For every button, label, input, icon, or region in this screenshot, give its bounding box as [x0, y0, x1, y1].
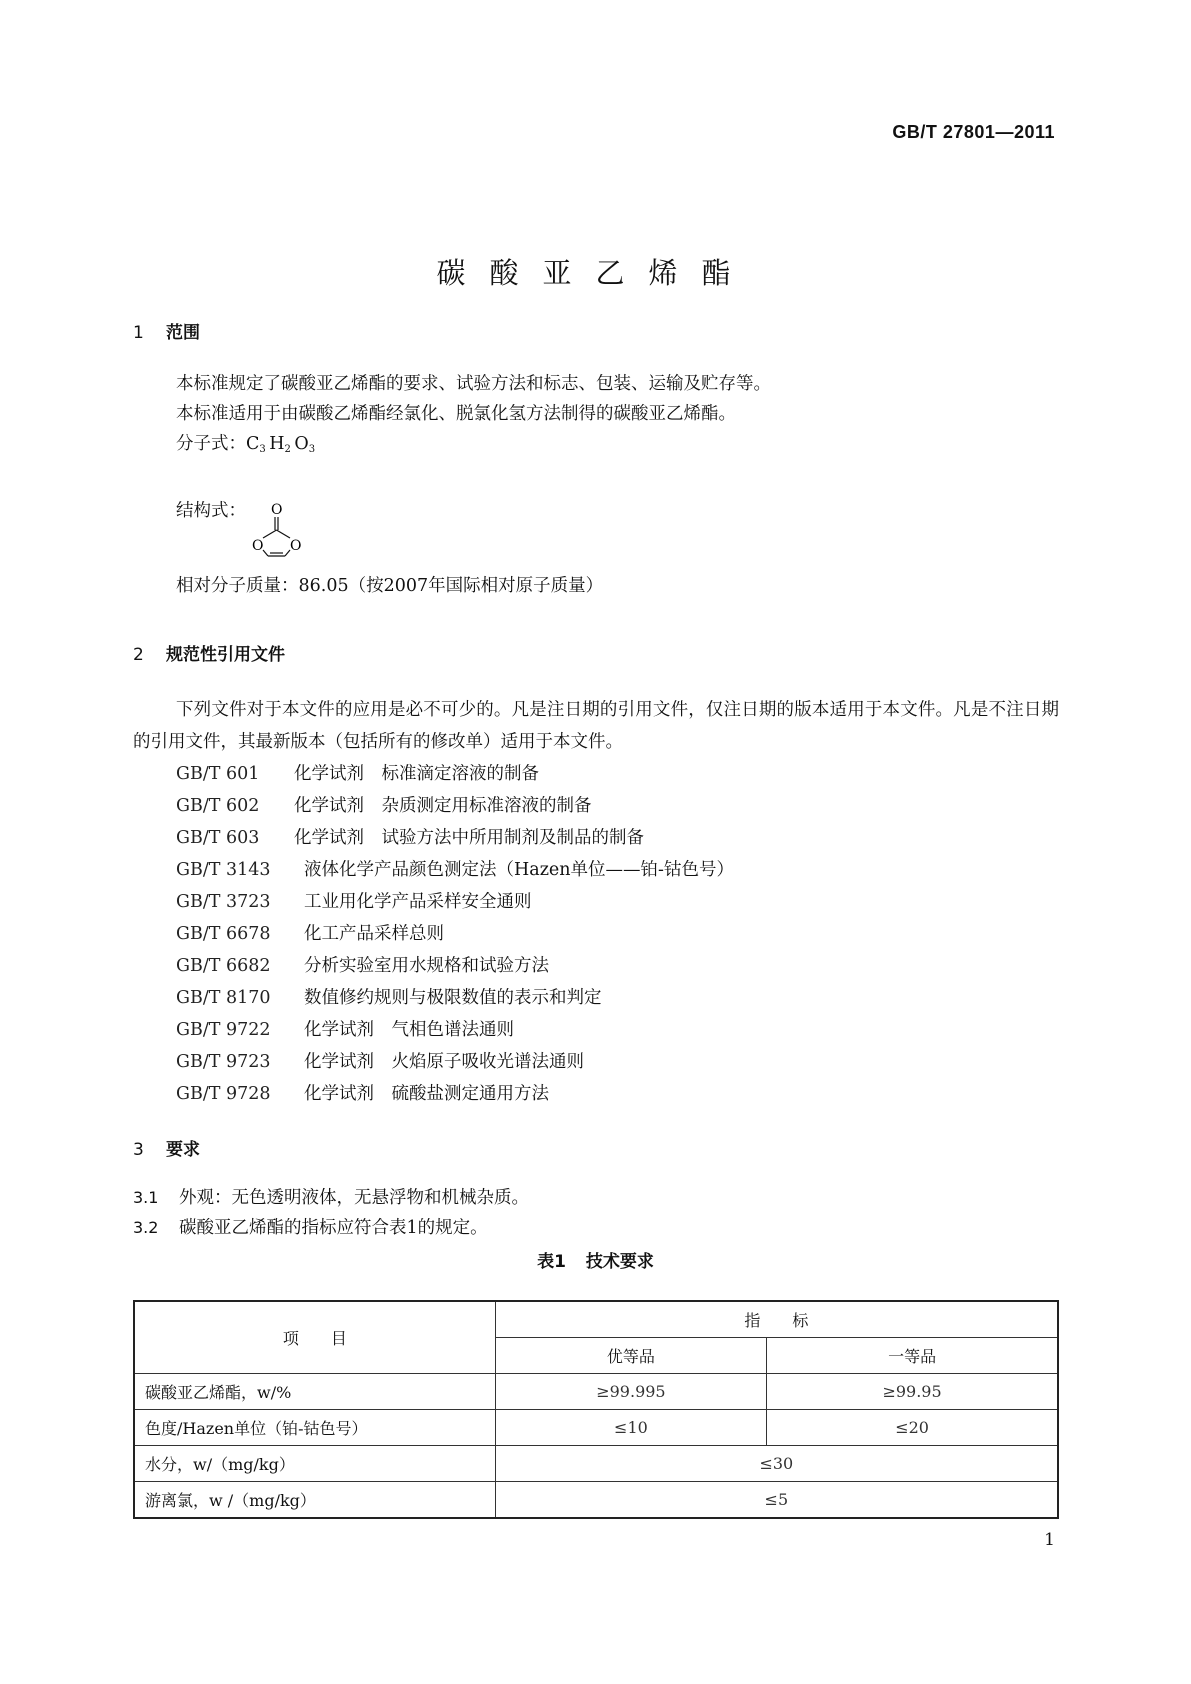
reference-item	[176, 886, 734, 918]
reference-item	[176, 1014, 734, 1046]
reference-item	[176, 950, 734, 982]
table-header-index: 指 标	[495, 1301, 1058, 1338]
reference-code: GB/T 3723	[176, 892, 271, 912]
structure-atom-o-top: O	[271, 502, 283, 518]
technical-requirements-table	[133, 1300, 1059, 1519]
page-number: 1	[1044, 1530, 1055, 1550]
table-number: 表1	[537, 1252, 566, 1272]
document-title: 碳酸亚乙烯酯	[436, 256, 755, 291]
table-row	[134, 1446, 1058, 1482]
reference-item	[176, 1078, 734, 1110]
structure-label: 结构式：	[176, 501, 246, 521]
table-title: 技术要求	[585, 1252, 654, 1272]
reference-title: 化学试剂 试验方法中所用制剂及制品的制备	[294, 828, 644, 848]
scope-paragraph-2: 本标准适用于由碳酸乙烯酯经氯化、脱氯化氢方法制得的碳酸亚乙烯酯。	[176, 404, 736, 424]
requirement-item	[133, 1184, 529, 1209]
reference-item	[176, 982, 734, 1014]
section-number: 1	[133, 323, 144, 343]
formula-h: H	[269, 434, 285, 454]
reference-item	[176, 1046, 734, 1078]
formula-o-subscript: 3	[308, 444, 316, 455]
table-header-item: 项 目	[134, 1301, 495, 1374]
reference-item	[176, 758, 734, 790]
reference-item	[176, 822, 734, 854]
requirement-number: 3.2	[133, 1218, 159, 1237]
table-header-grade-first: 一等品	[767, 1338, 1058, 1374]
reference-code: GB/T 602	[176, 796, 260, 816]
table-cell-value: ≤5	[495, 1482, 1058, 1519]
section-title: 规范性引用文件	[166, 645, 285, 665]
table-cell-value: ≤10	[495, 1410, 766, 1446]
structural-formula-diagram	[251, 500, 301, 560]
table-cell-value: ≥99.95	[767, 1374, 1058, 1410]
standard-code: GB/T 27801—2011	[892, 122, 1055, 142]
reference-title: 化工产品采样总则	[304, 924, 444, 944]
formula-c-subscript: 3	[259, 444, 266, 455]
requirement-item	[133, 1214, 488, 1239]
reference-list	[176, 758, 734, 1110]
table-header-grade-superior: 优等品	[495, 1338, 766, 1374]
formula-c: C	[246, 434, 260, 454]
formula-h-subscript: 2	[284, 444, 291, 455]
reference-code: GB/T 6682	[176, 956, 271, 976]
section-heading-normative-references	[133, 640, 285, 665]
section-title: 要求	[166, 1140, 200, 1160]
section-heading-scope	[133, 318, 200, 343]
requirement-number: 3.1	[133, 1188, 159, 1207]
table-cell-item: 游离氯，w /（mg/kg）	[134, 1482, 495, 1519]
molecular-mass: 相对分子质量：86.05（按2007年国际相对原子质量）	[176, 576, 604, 596]
ring-bond-bottom-left	[263, 550, 268, 556]
table-caption	[0, 1247, 1191, 1272]
reference-title: 分析实验室用水规格和试验方法	[304, 956, 549, 976]
section-title: 范围	[166, 323, 200, 343]
reference-code: GB/T 603	[176, 828, 260, 848]
reference-title: 化学试剂 气相色谱法通则	[304, 1020, 514, 1040]
reference-code: GB/T 8170	[176, 988, 271, 1008]
reference-code: GB/T 9728	[176, 1084, 271, 1104]
table-cell-value: ≤30	[495, 1446, 1058, 1482]
scope-paragraph-1: 本标准规定了碳酸亚乙烯酯的要求、试验方法和标志、包装、运输及贮存等。	[176, 374, 771, 394]
ring-bond-left	[263, 530, 277, 538]
table-cell-item: 色度/Hazen单位（铂-钴色号）	[134, 1410, 495, 1446]
requirement-text: 碳酸亚乙烯酯的指标应符合表1的规定。	[179, 1218, 488, 1238]
section-number: 3	[133, 1140, 144, 1160]
structure-atom-o-right: O	[290, 538, 301, 554]
table-cell-item: 水分，w/（mg/kg）	[134, 1446, 495, 1482]
table-row	[134, 1410, 1058, 1446]
table-cell-value: ≥99.995	[495, 1374, 766, 1410]
table-cell-item: 碳酸亚乙烯酯，w/%	[134, 1374, 495, 1410]
reference-title: 化学试剂 火焰原子吸收光谱法通则	[304, 1052, 584, 1072]
table-cell-value: ≤20	[767, 1410, 1058, 1446]
reference-item	[176, 854, 734, 886]
reference-code: GB/T 601	[176, 764, 260, 784]
reference-title: 化学试剂 硫酸盐测定通用方法	[304, 1084, 549, 1104]
reference-title: 化学试剂 标准滴定溶液的制备	[294, 764, 539, 784]
section-heading-requirements	[133, 1135, 200, 1160]
formula-o: O	[294, 434, 309, 454]
section-number: 2	[133, 645, 144, 665]
reference-title: 液体化学产品颜色测定法（Hazen单位——铂-钴色号）	[304, 860, 734, 880]
reference-title: 工业用化学产品采样安全通则	[304, 892, 532, 912]
requirement-text: 外观：无色透明液体，无悬浮物和机械杂质。	[179, 1188, 529, 1208]
reference-code: GB/T 3143	[176, 860, 271, 880]
structure-atom-o-left: O	[252, 538, 264, 554]
reference-title: 化学试剂 杂质测定用标准溶液的制备	[294, 796, 592, 816]
reference-code: GB/T 9722	[176, 1020, 271, 1040]
ring-bond-right	[277, 530, 291, 538]
formula-label: 分子式：	[176, 434, 246, 454]
reference-code: GB/T 6678	[176, 924, 271, 944]
references-intro: 下列文件对于本文件的应用是必不可少的。凡是注日期的引用文件，仅注日期的版本适用于本文件。凡是不注日期的引用文件，其最新版本（包括所有的修改单）适用于本文件。	[133, 700, 1059, 752]
reference-title: 数值修约规则与极限数值的表示和判定	[304, 988, 602, 1008]
molecular-formula	[176, 428, 315, 466]
table-row	[134, 1482, 1058, 1519]
reference-item	[176, 918, 734, 950]
reference-item	[176, 790, 734, 822]
reference-code: GB/T 9723	[176, 1052, 271, 1072]
table-row	[134, 1374, 1058, 1410]
